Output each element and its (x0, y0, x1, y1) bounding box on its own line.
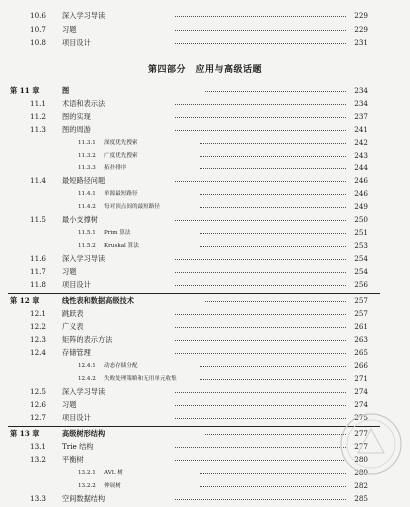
dot-leader (205, 434, 346, 435)
entry-page: 285 (354, 493, 368, 503)
entry-number: 12.7 (30, 412, 47, 422)
entry-page: 251 (354, 227, 368, 237)
entry-title: 习题 (62, 399, 77, 409)
entry-title: 深入学习导读 (62, 11, 106, 20)
dot-leader (175, 327, 346, 328)
dot-leader (175, 340, 346, 341)
entry-page: 277 (354, 429, 368, 439)
dot-leader (175, 220, 346, 221)
toc-entry (0, 493, 410, 505)
part-heading: 第四部分 应用与高级话题 (147, 65, 262, 75)
entry-title: 项目设计 (62, 38, 91, 47)
toc-entry (0, 150, 410, 162)
entry-title: 深度优先搜索 (104, 139, 138, 146)
entry-page: 256 (354, 279, 368, 289)
toc-entry (0, 162, 410, 174)
entry-title: 空间数据结构 (62, 493, 106, 503)
entry-title: 线性表和数据高级技术 (62, 296, 134, 306)
entry-number: 12.6 (30, 399, 47, 409)
entry-title: 图 (62, 86, 70, 95)
dot-leader (175, 499, 346, 500)
dot-leader (200, 207, 346, 208)
entry-page: 249 (354, 202, 368, 212)
dot-leader (200, 246, 346, 247)
toc-entry (0, 227, 410, 239)
entry-number: 13.1 (30, 442, 47, 452)
entry-page: 234 (354, 86, 368, 95)
entry-number: 12.3 (30, 335, 47, 345)
entry-number: 11.5.1 (78, 229, 96, 236)
dot-leader (200, 168, 346, 169)
dot-leader (200, 473, 346, 474)
entry-title: 习题 (62, 24, 77, 34)
toc-entry (0, 240, 410, 252)
toc-entry (0, 98, 410, 110)
entry-number: 13.2 (30, 455, 47, 465)
chapter-entry (0, 85, 410, 97)
entry-title: 单源最短路径 (104, 191, 138, 198)
entry-page: 274 (354, 386, 368, 396)
entry-number: 11.4 (30, 176, 47, 186)
entry-page: 254 (354, 253, 368, 263)
dot-leader (175, 104, 346, 105)
entry-number: 13.3 (30, 493, 47, 503)
dot-leader (175, 130, 346, 131)
entry-title: 最小支撑树 (62, 215, 98, 224)
dot-leader (175, 259, 346, 260)
toc-entry (0, 24, 410, 36)
toc-entry (0, 480, 410, 492)
entry-number: 11.3.3 (78, 165, 96, 172)
toc-entry (0, 137, 410, 149)
entry-page: 274 (354, 399, 368, 409)
toc-entry (0, 201, 410, 213)
entry-title: 每对顶点间的最短路径 (104, 204, 160, 211)
dot-leader (205, 91, 346, 92)
entry-page: 263 (354, 335, 368, 345)
entry-number: 第 11 章 (10, 86, 40, 95)
dot-leader (200, 143, 346, 144)
entry-page: 266 (354, 360, 368, 370)
entry-number: 11.8 (30, 279, 47, 289)
dot-leader (175, 285, 346, 286)
toc-entry (0, 175, 410, 187)
dot-leader (175, 16, 346, 17)
entry-number: 12.4.1 (78, 362, 96, 369)
toc-entry (0, 124, 410, 136)
dot-leader (175, 392, 346, 393)
entry-title: 平衡树 (62, 455, 84, 465)
entry-page: 275 (354, 412, 368, 422)
dot-leader (175, 460, 346, 461)
entry-page: 229 (354, 24, 368, 34)
entry-page: 231 (354, 38, 368, 47)
entry-title: 动态存储分配 (104, 362, 138, 369)
entry-number: 10.8 (30, 38, 47, 47)
dot-leader (175, 30, 346, 31)
entry-number: 11.3.2 (78, 152, 96, 159)
entry-title: AVL 树 (104, 470, 123, 477)
entry-page: 254 (354, 266, 368, 276)
entry-page: 243 (354, 150, 368, 160)
entry-number: 11.7 (30, 266, 47, 276)
dot-leader (175, 418, 346, 419)
entry-page: 253 (354, 240, 368, 250)
toc-entry (0, 279, 410, 291)
entry-page: 282 (354, 481, 368, 490)
dot-leader (200, 233, 346, 234)
entry-title: 广度优先搜索 (104, 152, 138, 159)
entry-page: 229 (354, 11, 368, 20)
entry-number: 11.2 (30, 111, 47, 121)
toc-entry (0, 253, 410, 265)
entry-number: 12.2 (30, 322, 47, 332)
entry-page: 265 (354, 348, 368, 357)
entry-number: 11.5 (30, 215, 47, 224)
entry-number: 13.2.1 (78, 470, 96, 477)
entry-title: 习题 (62, 266, 77, 276)
entry-title: Trie 结构 (62, 442, 94, 452)
entry-number: 11.5.2 (78, 242, 96, 249)
entry-title: 拓扑排序 (104, 165, 127, 172)
entry-title: 高级树形结构 (62, 429, 106, 439)
toc-entry (0, 37, 410, 49)
chapter-rule (8, 293, 380, 294)
dot-leader (175, 405, 346, 406)
toc-entry (0, 373, 410, 385)
entry-title: 深入学习导读 (62, 386, 106, 396)
entry-title: 最短路径问题 (62, 176, 106, 186)
dot-leader (200, 156, 346, 157)
toc-entry (0, 308, 410, 320)
entry-page: 257 (354, 296, 368, 306)
dot-leader (200, 366, 346, 367)
toc-entry (0, 347, 410, 359)
entry-title: 广义表 (62, 322, 84, 332)
entry-title: 图的周游 (62, 124, 91, 134)
dot-leader (175, 314, 346, 315)
entry-number: 第 12 章 (10, 296, 40, 306)
entry-number: 11.1 (30, 98, 47, 108)
toc-entry (0, 111, 410, 123)
entry-title: 存储管理 (62, 348, 91, 357)
entry-page: 246 (354, 189, 368, 199)
entry-number: 11.4.2 (78, 204, 96, 211)
toc-entry (0, 214, 410, 226)
entry-page: 280 (354, 468, 368, 478)
dot-leader (205, 301, 346, 302)
dot-leader (200, 194, 346, 195)
entry-page: 261 (354, 322, 368, 332)
entry-title: 项目设计 (62, 412, 91, 422)
entry-page: 271 (354, 373, 368, 383)
entry-title: Prim 算法 (104, 229, 131, 236)
entry-page: 242 (354, 137, 368, 147)
entry-title: 失败处理策略和无用单元收集 (104, 375, 177, 382)
entry-number: 10.7 (30, 24, 47, 34)
toc-entry (0, 188, 410, 200)
dot-leader (175, 43, 346, 44)
entry-title: 矩阵的表示方法 (62, 335, 113, 345)
entry-number: 第 13 章 (10, 429, 40, 439)
toc-entry (0, 10, 410, 22)
entry-page: 250 (354, 215, 368, 224)
entry-title: Kruskal 算法 (104, 242, 139, 249)
dot-leader (175, 353, 346, 354)
entry-number: 10.6 (30, 11, 47, 20)
entry-page: 241 (354, 124, 368, 134)
toc-entry (0, 386, 410, 398)
entry-title: 深入学习导读 (62, 253, 106, 263)
entry-title: 图的实现 (62, 111, 91, 121)
toc-entry (0, 334, 410, 346)
entry-page: 257 (354, 309, 368, 319)
entry-page: 244 (354, 163, 368, 173)
entry-title: 伸展树 (104, 483, 121, 489)
dot-leader (200, 379, 346, 380)
entry-page: 237 (354, 111, 368, 121)
entry-number: 11.4.1 (78, 191, 96, 198)
entry-number: 11.3 (30, 124, 47, 134)
dot-leader (175, 117, 346, 118)
entry-number: 12.4 (30, 348, 47, 357)
toc-entry (0, 321, 410, 333)
entry-number: 11.6 (30, 253, 47, 263)
entry-number: 13.2.2 (78, 483, 96, 489)
entry-page: 280 (354, 455, 368, 465)
entry-page: 234 (354, 98, 368, 108)
toc-entry (0, 266, 410, 278)
watermark-stamp (336, 409, 406, 479)
entry-number: 12.1 (30, 309, 47, 319)
chapter-entry (0, 295, 410, 307)
entry-page: 277 (354, 442, 368, 452)
toc-entry (0, 360, 410, 372)
entry-title: 术语和表示法 (62, 98, 106, 108)
dot-leader (175, 272, 346, 273)
entry-number: 12.5 (30, 386, 47, 396)
entry-title: 项目设计 (62, 279, 91, 289)
entry-number: 11.3.1 (78, 139, 96, 146)
entry-page: 246 (354, 176, 368, 186)
dot-leader (175, 447, 346, 448)
dot-leader (200, 486, 346, 487)
entry-number: 12.4.2 (78, 375, 96, 382)
dot-leader (175, 181, 346, 182)
chapter-rule (8, 426, 380, 427)
entry-title: 跳跃表 (62, 309, 84, 319)
